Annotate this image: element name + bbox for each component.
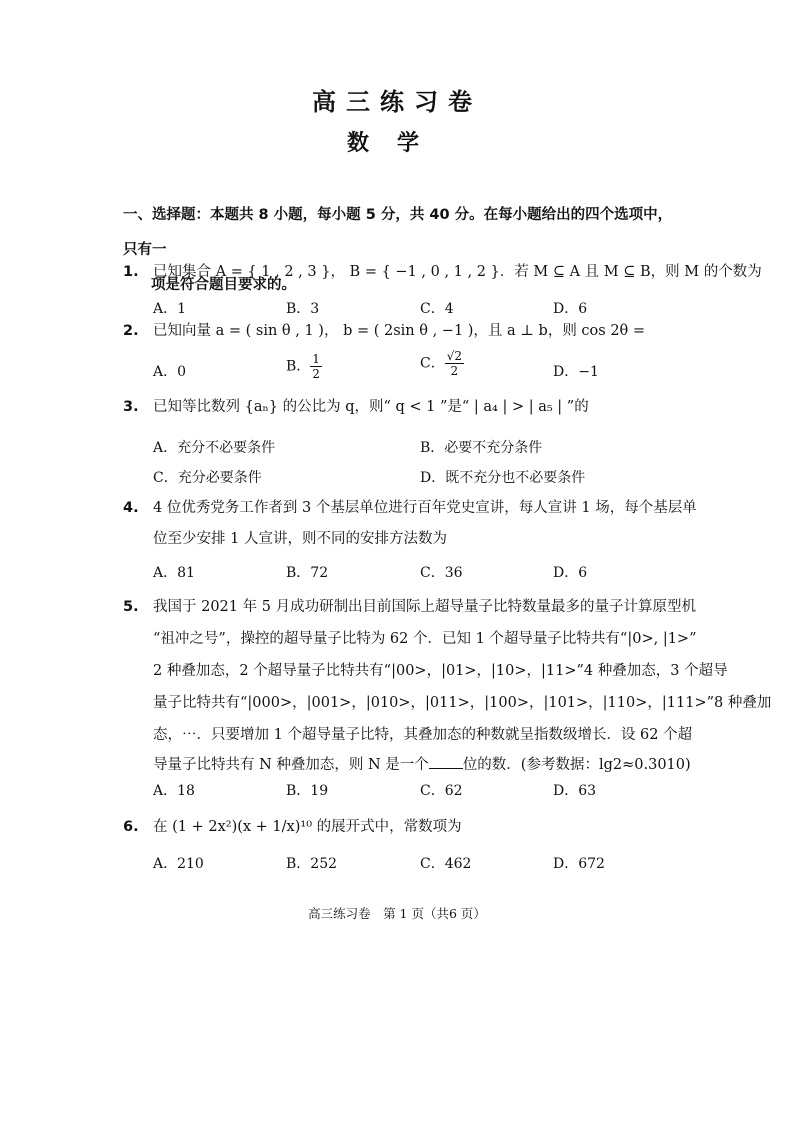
question-stem: 已知等比数列 {aₙ} 的公比为 q，则“ q < 1 ”是“ | a₄ | > | a₅ | ”的	[153, 399, 589, 415]
option-b: B．19	[286, 783, 329, 799]
option-a: A．18	[153, 783, 195, 799]
option-c: C．62	[420, 783, 463, 799]
subject-title: 数学	[346, 130, 447, 156]
question-stem-continued: 2 种叠加态，2 个超导量子比特共有“|00>，|01>，|10>，|11>”4 种叠加态，3 个超导	[153, 663, 728, 679]
option-c: C． $\frac{√2}{2}$	[420, 349, 462, 378]
option-a: A．0	[153, 364, 187, 380]
question-number: 2.	[123, 323, 139, 339]
question-stem-continued: 导量子比特共有 N 种叠加态，则 N 是一个 位的数．(参考数据：lg2≈0.3010)	[153, 757, 691, 773]
question-number: 4.	[123, 500, 139, 516]
option-d: D．63	[553, 783, 597, 799]
question-stem-continued: 位至少安排 1 人宣讲，则不同的安排方法数为	[153, 531, 447, 547]
option-a: A．210	[153, 856, 204, 872]
question-number: 5.	[123, 599, 139, 615]
option-d: D．6	[553, 565, 588, 581]
fraction: $\frac{1}{2}$	[312, 352, 320, 381]
fraction: $\frac{√2}{2}$	[446, 349, 462, 378]
option-c: C．充分必要条件	[153, 470, 262, 486]
option-a: A．充分不必要条件	[153, 440, 276, 456]
question-stem: 4 位优秀党务工作者到 3 个基层单位进行百年党史宣讲，每人宣讲 1 场，每个基层单	[153, 500, 697, 516]
page-footer: 高三练习卷 第 1 页（共6 页）	[308, 906, 486, 921]
option-d: D．6	[553, 301, 588, 317]
option-b: B．252	[286, 856, 338, 872]
question-stem: 已知集合 A = { 1 , 2 , 3 }， B = { −1 , 0 , 1 , 2 }．若 M ⊆ A 且 M ⊆ B，则 M 的个数为	[153, 264, 762, 280]
option-b: B．72	[286, 565, 329, 581]
question-stem: 在 (1 + 2x²)(x + 1/x)¹⁰ 的展开式中，常数项为	[153, 819, 462, 835]
answer-blank	[429, 756, 463, 769]
question-stem: 已知向量 a = ( sin θ , 1 )， b = ( 2sin θ , −1 )，且 a ⊥ b，则 cos 2θ =	[153, 323, 646, 339]
section-line-1: 一、选择题：本题共 8 小题，每小题 5 分，共 40 分。在每小题给出的四个选项中，只有一	[123, 207, 673, 258]
option-a: A．1	[153, 301, 187, 317]
option-a: A．81	[153, 565, 195, 581]
option-d: D．672	[553, 856, 605, 872]
option-b: B．3	[286, 301, 320, 317]
question-stem-continued: 量子比特共有“|000>，|001>，|010>，|011>，|100>，|101>，|110>，|111>”8 种叠加	[153, 695, 772, 711]
section-line-2: 项是符合题目要求的。	[151, 277, 296, 293]
option-d: D．既不充分也不必要条件	[420, 470, 586, 486]
option-b: B． $\frac{1}{2}$	[286, 352, 320, 381]
question-stem: 我国于 2021 年 5 月成功研制出目前国际上超导量子比特数量最多的量子计算原型机	[153, 599, 697, 615]
option-c: C．462	[420, 856, 472, 872]
question-number: 3.	[123, 399, 139, 415]
option-c: C．4	[420, 301, 454, 317]
option-b: B．必要不充分条件	[420, 440, 543, 456]
page-title: 高三练习卷	[312, 87, 482, 116]
option-d: D．−1	[553, 364, 599, 380]
question-stem-continued: “祖冲之号”，操控的超导量子比特为 62 个．已知 1 个超导量子比特共有“|0>, |1>”	[153, 631, 697, 647]
option-c: C．36	[420, 565, 463, 581]
question-stem-continued: 态，⋯．只要增加 1 个超导量子比特，其叠加态的种数就呈指数级增长．设 62 个超	[153, 727, 693, 743]
question-number: 1.	[123, 264, 139, 280]
question-number: 6.	[123, 819, 139, 835]
